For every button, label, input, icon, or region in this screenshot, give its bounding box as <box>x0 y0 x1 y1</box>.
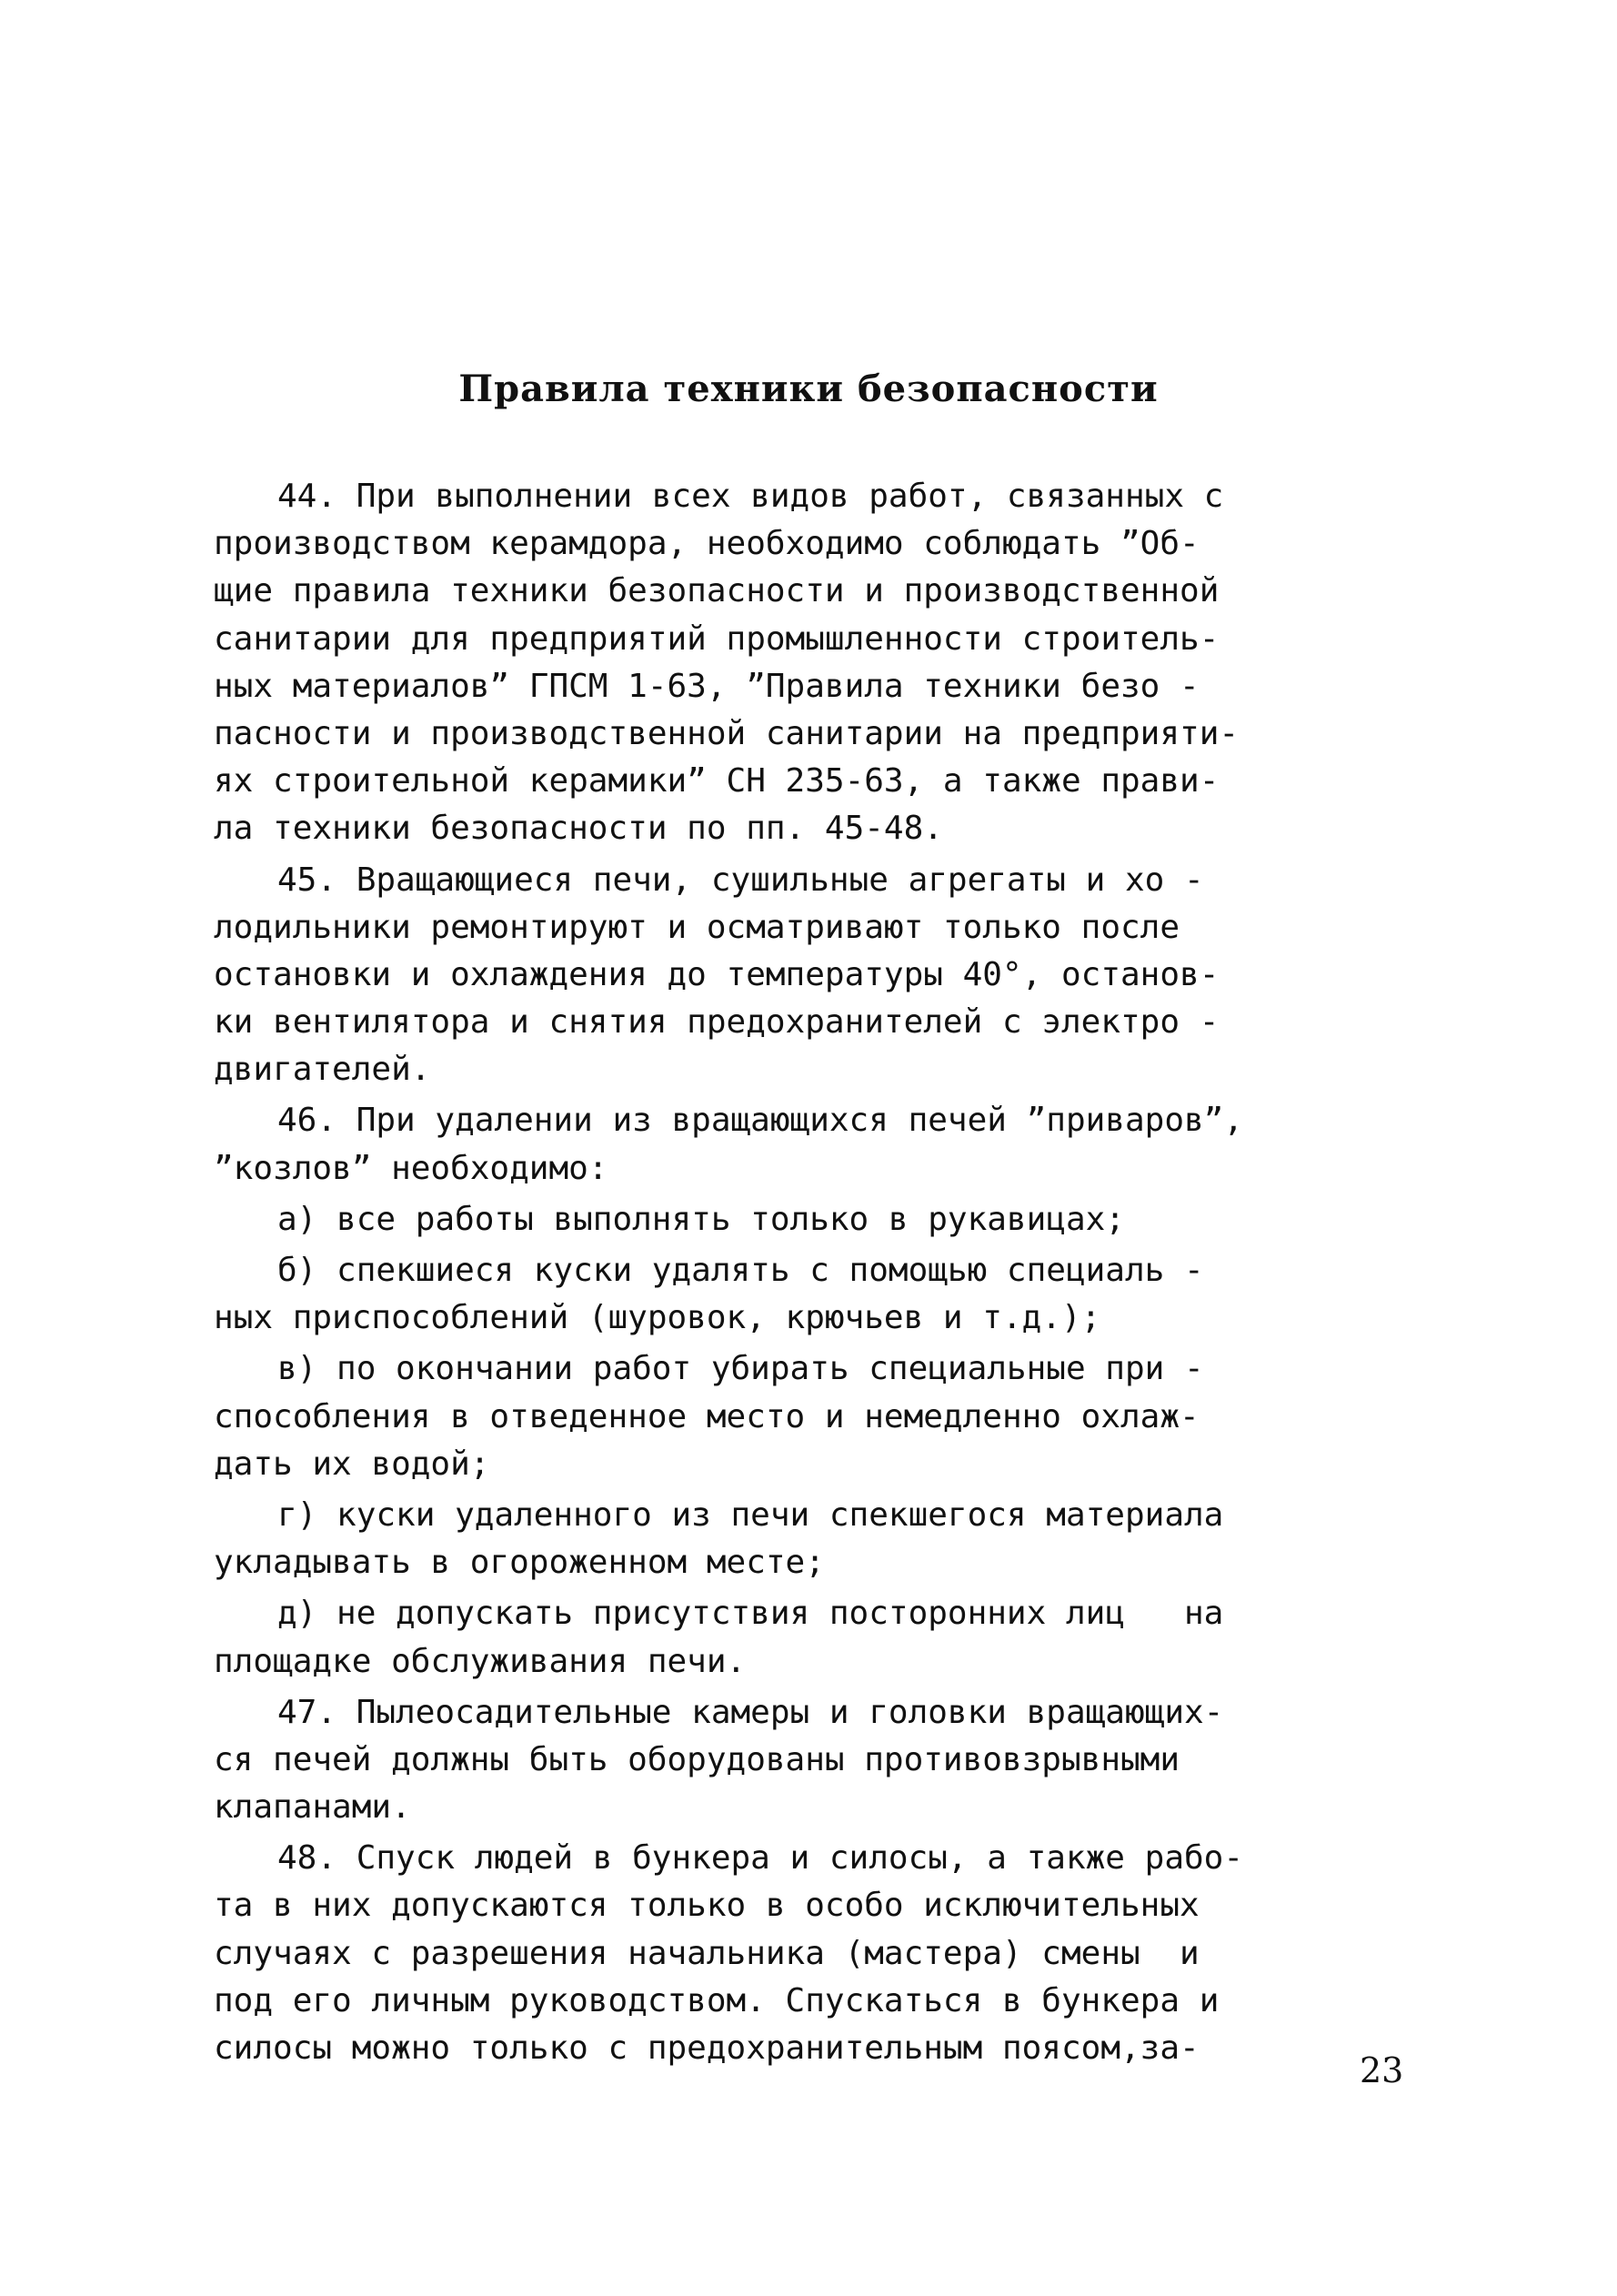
text-line: 44. При выполнении всех видов работ, связанных с <box>277 478 1224 515</box>
text-line: д) не допускать присутствия посторонних лиц на <box>277 1595 1224 1633</box>
text-line: 48. Спуск людей в бункера и силосы, а также рабо- <box>277 1839 1244 1878</box>
text-line: ла техники безопасности по пп. 45-48. <box>214 810 943 848</box>
text-line: а) все работы выполнять только в рукавицах; <box>277 1200 1125 1238</box>
text-line: 47. Пылеосадительные камеры и головки вращающих- <box>277 1693 1224 1731</box>
text-line: производством керамдора, необходимо соблюдать ”Об- <box>214 525 1200 563</box>
section-heading: Правила техники безопасности <box>458 368 1159 410</box>
text-line: ных приспособлений (шуровок, крючьев и т.д.); <box>214 1299 1101 1337</box>
text-line: г) куски удаленного из печи спекшегося материала <box>277 1495 1224 1534</box>
text-line: клапанами. <box>214 1788 411 1827</box>
text-line: двигателей. <box>214 1051 431 1089</box>
text-line: санитарии для предприятий промышленности строитель- <box>214 619 1220 658</box>
text-line: площадке обслуживания печи. <box>214 1642 747 1680</box>
text-line: ки вентилятора и снятия предохранителей с электро - <box>214 1003 1220 1042</box>
text-line: под его личным руководством. Спускаться в бункера и <box>214 1981 1220 2019</box>
text-line: способления в отведенное место и немедленно охлаж- <box>214 1397 1200 1435</box>
text-line: лодильники ремонтируют и осматривают только после <box>214 908 1180 946</box>
text-line: остановки и охлаждения до температуры 40°, останов- <box>214 955 1220 993</box>
text-line: 46. При удалении из вращающихся печей ”приваров”, <box>277 1102 1244 1140</box>
text-line: в) по окончании работ убирать специальные при - <box>277 1350 1204 1388</box>
body-text <box>214 473 1414 2072</box>
text-line: та в них допускаются только в особо исключительных <box>214 1887 1200 1925</box>
text-line: ся печей должны быть оборудованы противовзрывными <box>214 1740 1180 1778</box>
text-line: ных материалов” ГПСМ 1-63, ”Правила техники безо - <box>214 667 1200 705</box>
text-line: б) спекшиеся куски удалять с помощью специаль - <box>277 1252 1204 1289</box>
text-line: случаях с разрешения начальника (мастера) смены и <box>214 1934 1200 1972</box>
text-line: укладывать в огороженном месте; <box>214 1544 825 1582</box>
text-line: 45. Вращающиеся печи, сушильные агрегаты и хо - <box>277 861 1204 899</box>
text-line: ях строительной керамики” СН 235-63, а также прави- <box>214 762 1220 801</box>
text-line: дать их водой; <box>214 1445 490 1483</box>
text-line: пасности и производственной санитарии на предприяти- <box>214 714 1240 752</box>
text-line: силосы можно только с предохранительным поясом,за- <box>214 2029 1200 2067</box>
text-line: щие правила техники безопасности и производственной <box>214 572 1220 610</box>
page-number: 23 <box>1360 2050 1404 2090</box>
text-line: ”козлов” необходимо: <box>214 1149 608 1187</box>
